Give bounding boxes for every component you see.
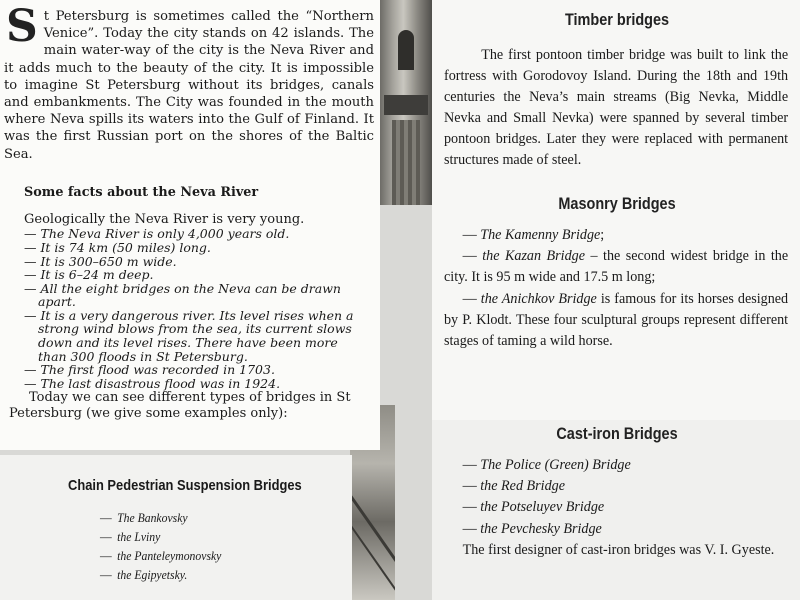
facts-tail: Today we can see different types of bridges in St Petersburg (we give some examples only):: [9, 390, 351, 421]
list-item: — the Pevchesky Bridge: [462, 519, 602, 537]
timber-heading: Timber bridges: [564, 10, 670, 29]
cast-iron-heading: Cast-iron Bridges: [556, 424, 678, 443]
facts-heading: Some facts about the Neva River: [24, 184, 259, 200]
list-item: — The Bankovsky: [100, 510, 188, 525]
intro-panel: [0, 0, 380, 450]
fact-item: — It is 6–24 m deep.: [24, 267, 154, 283]
masonry-list: [444, 224, 790, 351]
list-item: — the Kazan Bridge – the second widest bridge in the city. It is 95 m wide and 17.5 m long;: [444, 247, 789, 286]
list-item: — The Kamenny Bridge;: [462, 226, 605, 243]
intro-paragraph: [4, 1, 374, 163]
pillar: [392, 120, 420, 205]
fact-item: — The Neva River is only 4,000 years old.: [24, 226, 290, 242]
list-item: — the Anichkov Bridge is famous for its horses designed by P. Klodt. These four sculptural groups represent different stages of taming a wild horse.: [444, 289, 789, 350]
drop-cap: S: [6, 1, 38, 52]
facts-lead: Geologically the Neva River is very young.: [24, 211, 305, 227]
fact-item: — It is 300–650 m wide.: [24, 253, 177, 269]
list-item: — the Lviny: [100, 529, 161, 544]
fact-item: — The last disastrous flood was in 1924.: [24, 375, 281, 391]
cast-iron-text: The first designer of cast-iron bridges was V. I. Gyeste.: [462, 540, 775, 558]
list-item: — the Potseluyev Bridge: [462, 498, 605, 516]
intro-text: t Petersburg is sometimes called the “Northern Venice”. Today the city stands on 42 islands. The main water-way of the city is the Neva River and it adds much to the beauty of the city. It is impossible to imagine St Petersburg without its bridges, canals and embankments. The City was founded in the mouth where Neva spills its waters into the Gulf of Finland. It was the first Russian port on the shores of the Baltic Sea.: [4, 9, 374, 162]
chain-bridges-panel: [0, 455, 352, 600]
list-item: — the Red Bridge: [462, 477, 565, 495]
fact-item: — All the eight bridges on the Neva can be drawn apart.: [24, 280, 341, 310]
cast-iron-panel: [432, 420, 800, 600]
list-item: — the Panteleymonovsky: [100, 548, 222, 563]
list-item: — the Egipyetsky.: [100, 567, 188, 582]
list-item: — The Police (Green) Bridge: [462, 456, 631, 473]
cable-line: [350, 495, 395, 594]
bridge-photo-top: [380, 0, 432, 205]
pillar-cap: [384, 95, 428, 115]
cast-iron-list: [444, 454, 790, 539]
arch-window: [398, 30, 414, 70]
chain-bridges-heading: Chain Pedestrian Suspension Bridges: [68, 477, 302, 494]
fact-item: — It is a very dangerous river. Its level rises when a strong wind blows from the sea, its current slows down and its level rises. There have been more than 300 floods in St Petersburg.: [24, 307, 354, 364]
cable-line: [350, 466, 395, 566]
masonry-heading: Masonry Bridges: [558, 194, 676, 213]
timber-text: The first pontoon timber bridge was built to link the fortress with Gorodovoy Island. During the 18th and 19th centuries the Neva’s main streams (Big Nevka, Middle Nevka and Small Nevka) were spanned by several timber pontoon bridges. Later they were replaced with permanent structures made of steel.: [444, 46, 789, 168]
right-column: [432, 0, 800, 420]
facts-list: [4, 227, 374, 390]
fact-item: — It is 74 km (50 miles) long.: [24, 239, 211, 255]
chain-bridges-list: [68, 508, 352, 584]
fact-item: — The first flood was recorded in 1703.: [24, 362, 275, 378]
